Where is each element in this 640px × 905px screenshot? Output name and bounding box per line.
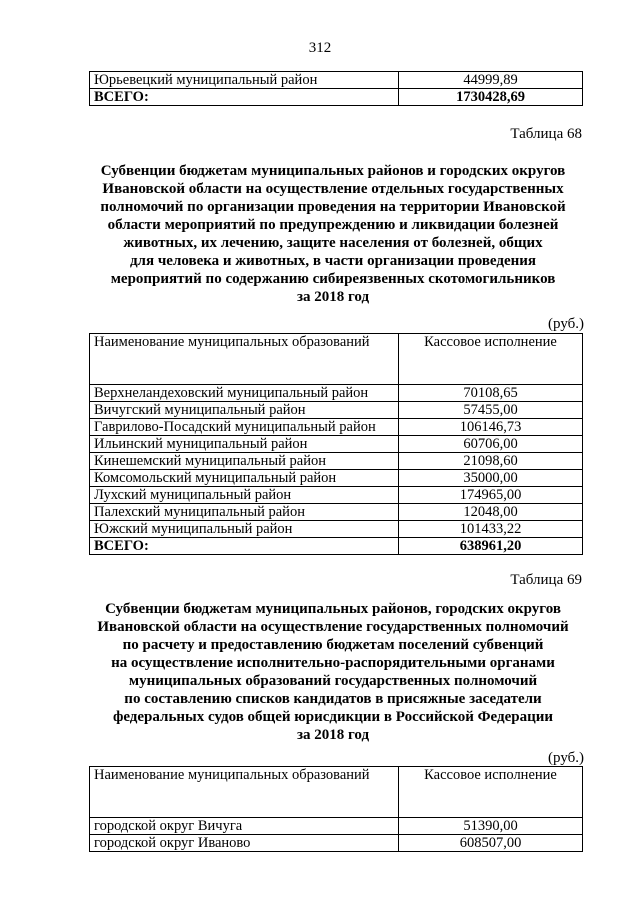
row-name: Вичугский муниципальный район <box>90 402 399 419</box>
table-row <box>90 419 583 436</box>
title-line: области мероприятий по предупреждению и ликвидации болезней <box>107 217 559 233</box>
row-name: Юрьевецкий муниципальный район <box>90 72 399 89</box>
title-line: федеральных судов общей юрисдикции в Российской Федерации <box>112 709 554 725</box>
table-68-label: Таблица 68 <box>510 126 582 142</box>
row-value: 51390,00 <box>399 818 583 835</box>
table-row <box>90 521 583 538</box>
table-row <box>90 385 583 402</box>
title-line: на осуществление исполнительно-распорядительными органами <box>111 655 555 671</box>
table-69-label: Таблица 69 <box>510 572 582 588</box>
row-name: Верхнеландеховский муниципальный район <box>90 385 399 402</box>
title-line: по составлению списков кандидатов в присяжные заседатели <box>124 691 542 707</box>
table-header <box>90 334 583 385</box>
table-row <box>90 487 583 504</box>
row-name: городской округ Иваново <box>90 835 399 852</box>
table-row <box>90 504 583 521</box>
title-line: по расчету и предоставлению бюджетам поселений субвенций <box>122 637 544 653</box>
row-value: 174965,00 <box>399 487 583 504</box>
table-row <box>90 835 583 852</box>
table-69 <box>89 766 583 852</box>
header-col-name: Наименование муниципальных образований <box>90 334 399 385</box>
title-line: животных, их лечению, защите населения от болезней, общих <box>123 235 543 251</box>
table-68-title <box>70 162 596 306</box>
header-col-value: Кассовое исполнение <box>399 334 583 385</box>
row-value: 101433,22 <box>399 521 583 538</box>
row-name: Гаврилово-Посадский муниципальный район <box>90 419 399 436</box>
row-name: Лухский муниципальный район <box>90 487 399 504</box>
row-value: 35000,00 <box>399 470 583 487</box>
row-value: 57455,00 <box>399 402 583 419</box>
page-number: 312 <box>308 40 332 56</box>
title-line: за 2018 год <box>296 727 370 743</box>
table-header <box>90 767 583 818</box>
row-name: Кинешемский муниципальный район <box>90 453 399 470</box>
total-value: 1730428,69 <box>399 89 583 106</box>
title-line: за 2018 год <box>296 289 370 305</box>
top-table <box>89 71 583 106</box>
title-line: для человека и животных, в части организации проведения <box>129 253 537 269</box>
row-name: городской округ Вичуга <box>90 818 399 835</box>
table-69-title <box>70 600 596 744</box>
table-row <box>90 818 583 835</box>
title-line: Субвенции бюджетам муниципальных районов, городских округов <box>105 601 561 617</box>
total-value: 638961,20 <box>399 538 583 555</box>
table-69-unit: (руб.) <box>548 750 584 766</box>
total-label: ВСЕГО: <box>90 538 399 555</box>
header-col-name: Наименование муниципальных образований <box>90 767 399 818</box>
row-value: 70108,65 <box>399 385 583 402</box>
row-name: Ильинский муниципальный район <box>90 436 399 453</box>
total-row <box>90 538 583 555</box>
row-value: 60706,00 <box>399 436 583 453</box>
row-name: Палехский муниципальный район <box>90 504 399 521</box>
row-name: Комсомольский муниципальный район <box>90 470 399 487</box>
title-line: Ивановской области на осуществление отдельных государственных <box>102 181 564 197</box>
row-value: 106146,73 <box>399 419 583 436</box>
table-row <box>90 436 583 453</box>
title-line: муниципальных образований государственных полномочий <box>128 673 538 689</box>
table-68 <box>89 333 583 555</box>
row-value: 608507,00 <box>399 835 583 852</box>
table-68-unit: (руб.) <box>548 316 584 332</box>
title-line: Ивановской области на осуществление государственных полномочий <box>97 619 569 635</box>
header-col-value: Кассовое исполнение <box>399 767 583 818</box>
table-row <box>90 72 583 89</box>
row-value: 21098,60 <box>399 453 583 470</box>
table-row <box>90 402 583 419</box>
total-label: ВСЕГО: <box>90 89 399 106</box>
total-row <box>90 89 583 106</box>
row-value: 12048,00 <box>399 504 583 521</box>
row-name: Южский муниципальный район <box>90 521 399 538</box>
title-line: Субвенции бюджетам муниципальных районов и городских округов <box>100 163 566 179</box>
table-row <box>90 453 583 470</box>
title-line: мероприятий по содержанию сибиреязвенных скотомогильников <box>110 271 556 287</box>
table-row <box>90 470 583 487</box>
row-value: 44999,89 <box>399 72 583 89</box>
title-line: полномочий по организации проведения на территории Ивановской <box>100 199 566 215</box>
